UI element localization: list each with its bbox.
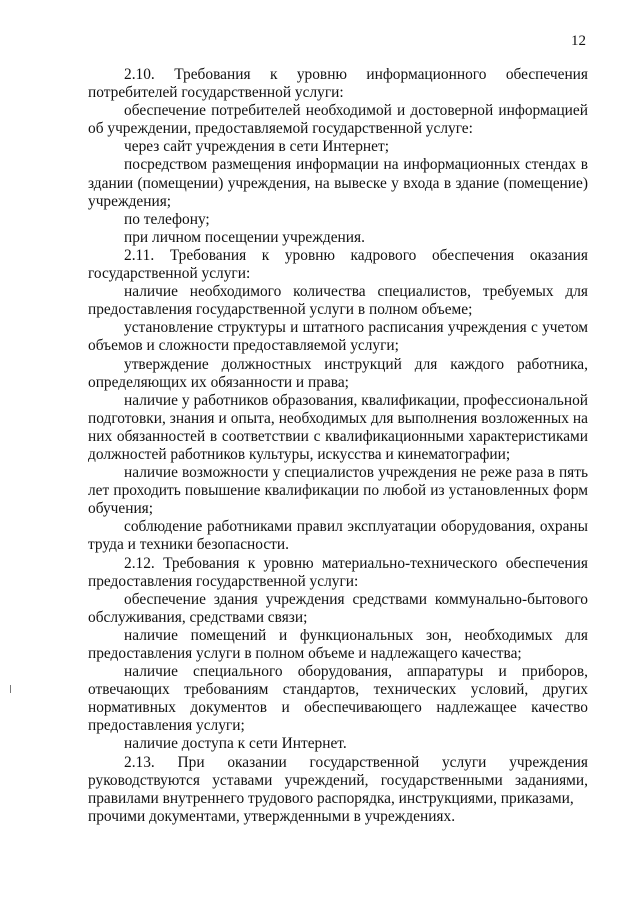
- list-item: при личном посещении учреждения.: [124, 228, 365, 246]
- document-body: [88, 66, 588, 826]
- list-item: посредством размещения информации на информационных стендах в здании (помещении) учреждения, на вывеске у входа в здание (помещение) учреждения;: [88, 156, 588, 210]
- list-item: установление структуры и штатного расписания учреждения с учетом объемов и сложности предоставляемой услуги;: [88, 319, 588, 355]
- list-item: утверждение должностных инструкций для каждого работника, определяющих их обязанности и права;: [88, 355, 588, 391]
- list-item: наличие у работников образования, квалификации, профессиональной подготовки, знания и опыта, необходимых для выполнения возложенных на них обязанностей в соответствии с квалификационными характеристиками должностей работников культуры, искусства и кинематографии;: [88, 391, 588, 463]
- list-item: наличие необходимого количества специалистов, требуемых для предоставления государственной услуги в полном объеме;: [88, 283, 588, 319]
- list-item: наличие специального оборудования, аппаратуры и приборов, отвечающих требованиям стандартов, технических условий, других нормативных документов и обеспечивающего надлежащее качество предоставления услуги;: [88, 663, 588, 735]
- list-item: наличие возможности у специалистов учреждения не реже раза в пять лет проходить повышение квалификации по любой из установленных форм обучения;: [88, 464, 588, 518]
- list-item: наличие доступа к сети Интернет.: [124, 735, 347, 753]
- list-item: наличие помещений и функциональных зон, необходимых для предоставления услуги в полном объеме и надлежащего качества;: [88, 626, 588, 662]
- list-item: соблюдение работниками правил эксплуатации оборудования, охраны труда и техники безопасности.: [88, 518, 588, 554]
- paragraph-continuation: прочими документами, утвержденными в учреждениях.: [88, 807, 456, 825]
- section-2-10-heading: 2.10. Требования к уровню информационного обеспечения потребителей государственной услуги:: [88, 66, 588, 102]
- section-2-13-heading: 2.13. При оказании государственной услуги учреждения руководствуются уставами учреждений, государственными заданиями, правилами внутреннего трудового распорядка, инструкциями, приказами,: [88, 753, 588, 807]
- scan-margin-mark: [10, 685, 11, 693]
- section-2-12-heading: 2.12. Требования к уровню материально-технического обеспечения предоставления государственной услуги:: [88, 554, 588, 590]
- paragraph: обеспечение потребителей необходимой и достоверной информацией об учреждении, предоставляемой государственной услуге:: [88, 102, 588, 138]
- list-item: по телефону;: [124, 210, 210, 228]
- section-2-11-heading: 2.11. Требования к уровню кадрового обеспечения оказания государственной услуги:: [88, 246, 588, 283]
- page-number: 12: [571, 33, 586, 49]
- list-item: через сайт учреждения в сети Интернет;: [124, 138, 389, 156]
- list-item: обеспечение здания учреждения средствами коммунально-бытового обслуживания, средствами связи;: [88, 590, 588, 626]
